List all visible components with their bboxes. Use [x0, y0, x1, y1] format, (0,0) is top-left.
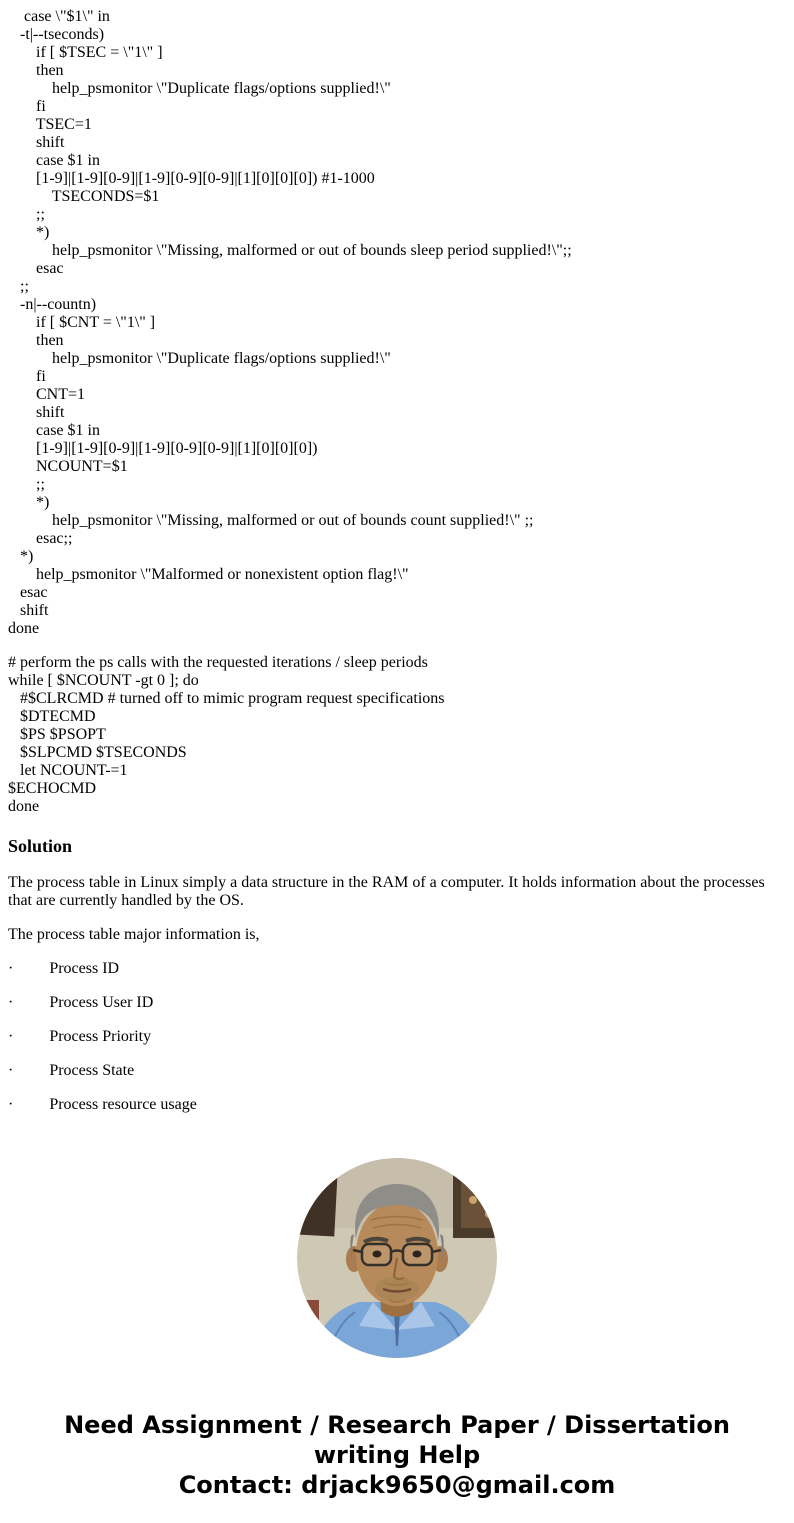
code-line: done — [8, 798, 40, 815]
code-line: case \"$1\" in — [8, 8, 110, 25]
code-line: while [ $NCOUNT -gt 0 ]; do — [8, 672, 199, 689]
tutor-avatar — [297, 1158, 497, 1358]
code-line: fi — [8, 368, 46, 385]
bullet-item: · Process ID — [8, 960, 120, 977]
code-line: -t|--tseconds) — [8, 26, 105, 43]
solution-heading: Solution — [8, 836, 73, 856]
bullet-item: · Process User ID — [8, 994, 154, 1011]
avatar-container — [8, 1158, 786, 1358]
code-line: help_psmonitor \"Duplicate flags/options supplied!\" — [8, 350, 391, 367]
code-line: if [ $CNT = \"1\" ] — [8, 314, 156, 331]
code-line: let NCOUNT-=1 — [8, 762, 128, 779]
bullet-item: · Process State — [8, 1062, 135, 1079]
code-line: $SLPCMD $TSECONDS — [8, 744, 187, 761]
code-line: then — [8, 332, 64, 349]
code-line: help_psmonitor \"Missing, malformed or out of bounds sleep period supplied!\";; — [8, 242, 572, 259]
code-line: #$CLRCMD # turned off to mimic program request specifications — [8, 690, 445, 707]
code-line: fi — [8, 98, 46, 115]
code-line: CNT=1 — [8, 386, 86, 403]
code-line: esac — [8, 584, 48, 601]
code-line: *) — [8, 224, 50, 241]
code-line: if [ $TSEC = \"1\" ] — [8, 44, 163, 61]
solution-paragraph-2: The process table major information is, — [8, 926, 260, 943]
code-line: ;; — [8, 206, 45, 223]
code-line: ;; — [8, 476, 45, 493]
code-line: help_psmonitor \"Malformed or nonexistent option flag!\" — [8, 566, 409, 583]
code-line: shift — [8, 404, 65, 421]
code-line: $DTECMD — [8, 708, 96, 725]
code-line: ;; — [8, 278, 29, 295]
promo-heading: Need Assignment / Research Paper / Dissertation writing Help — [64, 1411, 730, 1469]
code-line: shift — [8, 134, 65, 151]
promo-block — [8, 1410, 786, 1500]
script-options-parser-block — [8, 8, 786, 638]
process-info-bullet-list — [8, 960, 786, 1114]
code-line: TSECONDS=$1 — [8, 188, 160, 205]
page — [8, 8, 786, 1500]
code-line: help_psmonitor \"Duplicate flags/options supplied!\" — [8, 80, 391, 97]
code-line: [1-9]|[1-9][0-9]|[1-9][0-9][0-9]|[1][0][0][0]) #1-1000 — [8, 170, 375, 187]
solution-paragraph-1: The process table in Linux simply a data structure in the RAM of a computer. It holds information about the processes that are currently handled by the OS. — [8, 874, 765, 909]
promo-contact-email: Contact: drjack9650@gmail.com — [178, 1471, 616, 1499]
code-line: shift — [8, 602, 49, 619]
code-line: NCOUNT=$1 — [8, 458, 128, 475]
code-line: # perform the ps calls with the requested iterations / sleep periods — [8, 654, 428, 671]
script-main-loop-block — [8, 654, 786, 816]
code-line: $ECHOCMD — [8, 780, 97, 797]
code-line: then — [8, 62, 64, 79]
code-line: $PS $PSOPT — [8, 726, 106, 743]
code-line: [1-9]|[1-9][0-9]|[1-9][0-9][0-9]|[1][0][0][0]) — [8, 440, 318, 457]
code-line: TSEC=1 — [8, 116, 92, 133]
code-line: esac — [8, 260, 64, 277]
bullet-item: · Process resource usage — [8, 1096, 197, 1113]
code-line: done — [8, 620, 40, 637]
code-line: *) — [8, 548, 34, 565]
code-line: case $1 in — [8, 152, 100, 169]
code-line: help_psmonitor \"Missing, malformed or out of bounds count supplied!\" ;; — [8, 512, 534, 529]
tutor-photo-illustration — [297, 1158, 497, 1358]
bullet-item: · Process Priority — [8, 1028, 152, 1045]
code-line: -n|--countn) — [8, 296, 97, 313]
code-line: case $1 in — [8, 422, 100, 439]
code-line: esac;; — [8, 530, 73, 547]
code-line: *) — [8, 494, 50, 511]
